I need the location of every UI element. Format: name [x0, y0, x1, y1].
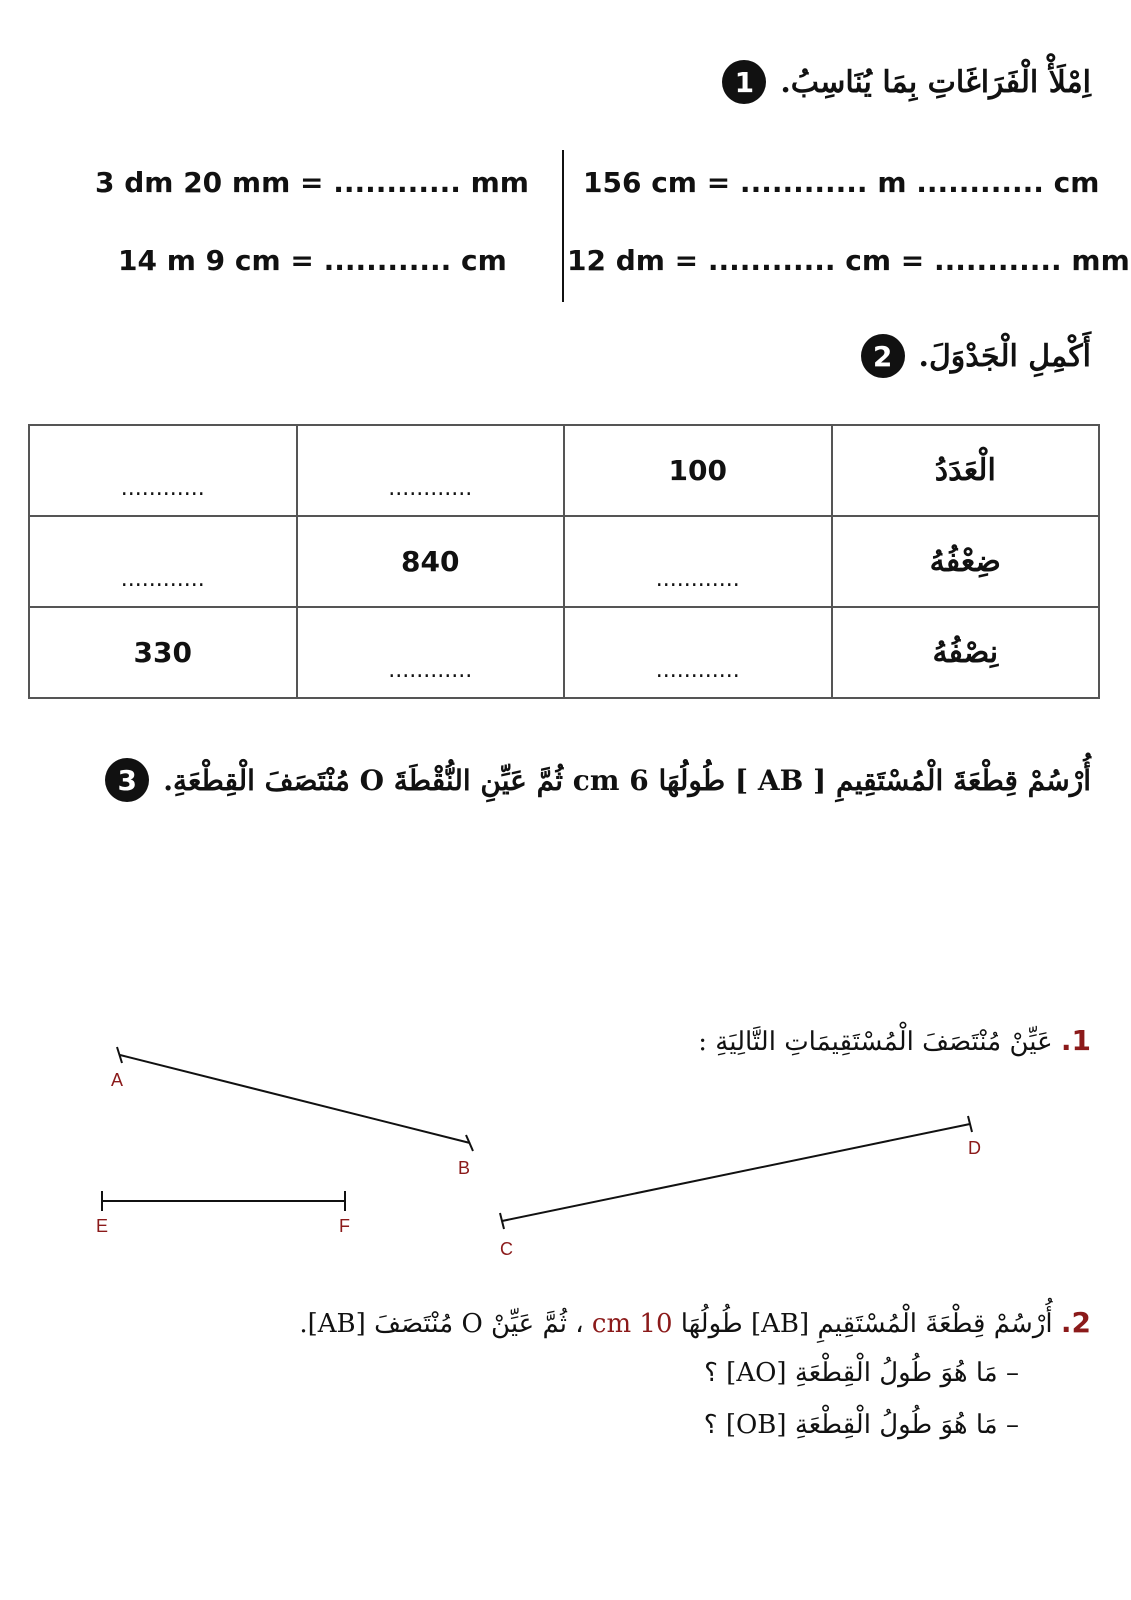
point-a-label: A	[111, 1070, 124, 1090]
exercise-3-title: أُرْسُمْ قِطْعَةَ الْمُسْتَقِيمِ [ AB ] طُولُهَا 6 cm ثُمَّ عَيِّنِ النُّقْطَةَ O مُنْتَصَفَ الْقِطْعَةِ.	[163, 763, 1091, 797]
part-1-text: عَيِّنْ مُنْتَصَفَ الْمُسْتَقِيمَاتِ التَّالِيَةِ :	[698, 1027, 1053, 1057]
exercise-2-title: أَكْمِلِ الْجَدْوَلَ.	[918, 338, 1091, 374]
exercise-number-badge: 3	[105, 758, 149, 802]
row-label: ضِعْفُهُ	[832, 516, 1100, 607]
point-f-label: F	[339, 1216, 350, 1236]
table-cell: 330	[29, 607, 297, 698]
row-label: الْعَدَدُ	[832, 425, 1100, 516]
table-cell[interactable]: ............	[29, 516, 297, 607]
conversion-156cm[interactable]: 156 cm = ............ m ............ cm	[583, 166, 1100, 199]
part-2-number: 2.	[1060, 1306, 1091, 1339]
table-cell[interactable]: ............	[564, 607, 832, 698]
row-label: نِصْفُهُ	[832, 607, 1100, 698]
table-cell[interactable]: ............	[564, 516, 832, 607]
conversion-12dm[interactable]: 12 dm = ............ cm = ............ mm	[567, 244, 1130, 277]
table-cell[interactable]: ............	[29, 425, 297, 516]
exercise-1-title: اِمْلَأْ الْفَرَاغَاتِ بِمَا يُنَاسِبُ.	[780, 64, 1091, 100]
exercise-number-badge: 2	[861, 334, 905, 378]
part-1-number: 1.	[1060, 1024, 1091, 1057]
exercise-number-badge: 1	[722, 60, 766, 104]
table-cell[interactable]: ............	[297, 425, 565, 516]
part-2-text-b: ، ثُمَّ عَيِّنْ O مُنْتَصَفَ [AB].	[299, 1309, 584, 1339]
part-2-text-a: أُرْسُمْ قِطْعَةَ الْمُسْتَقِيمِ [AB] طُولُهَا	[680, 1309, 1053, 1339]
segment-ab[interactable]	[120, 1055, 470, 1143]
question-ao: – مَا هُوَ طُولُ الْقِطْعَةِ [AO] ؟	[704, 1358, 1019, 1388]
table-cell: 840	[297, 516, 565, 607]
question-ob: – مَا هُوَ طُولُ الْقِطْعَةِ [OB] ؟	[703, 1410, 1019, 1440]
conversion-3dm20mm[interactable]: 3 dm 20 mm = ............ mm	[95, 166, 529, 199]
point-b-label: B	[458, 1158, 471, 1178]
point-c-label: C	[500, 1239, 513, 1259]
point-e-label: E	[96, 1216, 109, 1236]
table-cell: 100	[564, 425, 832, 516]
conversion-14m9cm[interactable]: 14 m 9 cm = ............ cm	[118, 244, 507, 277]
segment-cd[interactable]	[502, 1124, 970, 1221]
part-2-instruction	[299, 1306, 1091, 1339]
table-cell[interactable]: ............	[297, 607, 565, 698]
point-d-label: D	[968, 1138, 981, 1158]
part-2-length: 10 cm	[591, 1309, 673, 1339]
